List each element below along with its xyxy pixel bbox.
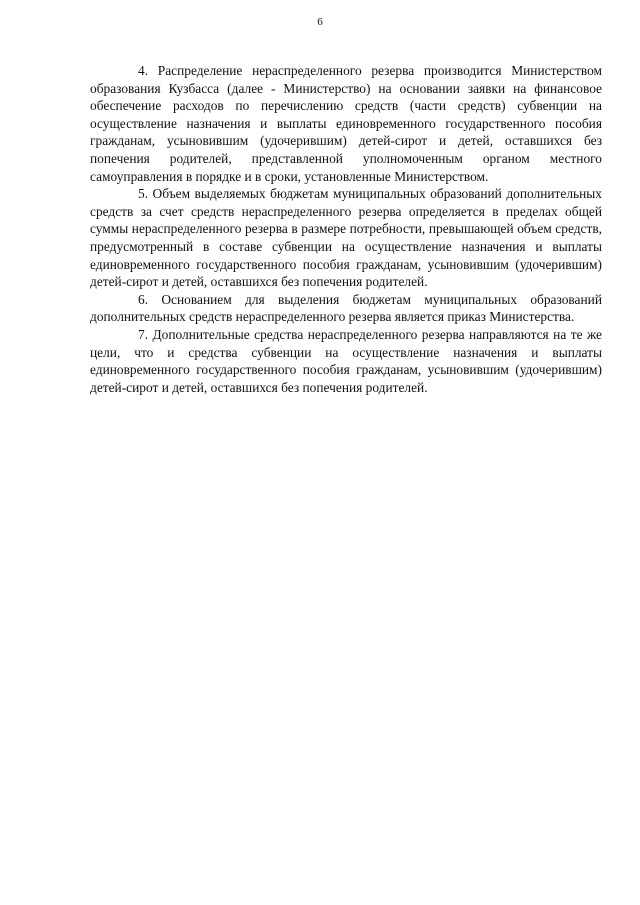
page-number: 6 <box>317 16 323 28</box>
paragraph-5: 5. Объем выделяемых бюджетам муниципальных образований дополнительных средств за счет средств нераспределенного резерва определяется в пределах общей суммы нераспределенного резерва в размере потребности, превышающей объем средств, предусмотренный в составе субвенции на осуществление назначения и выплаты единовременного государственного пособия гражданам, усыновившим (удочерившим) детей-сирот и детей, оставшихся без попечения родителей. <box>90 186 602 290</box>
paragraph-4: 4. Распределение нераспределенного резерва производится Министерством образования Кузбасса (далее - Министерство) на основании заявки на финансовое обеспечение расходов по перечислению средств (части средств) субвенции на осуществление назначения и выплаты единовременного государственного пособия гражданам, усыновившим (удочерившим) детей-сирот и детей, оставшихся без попечения родителей, представленной уполномоченным органом местного самоуправления в порядке и в сроки, установленные Министерством. <box>90 63 602 184</box>
paragraph-7: 7. Дополнительные средства нераспределенного резерва направляются на те же цели, что и средства субвенции на осуществление назначения и выплаты единовременного государственного пособия гражданам, усыновившим (удочерившим) детей-сирот и детей, оставшихся без попечения родителей. <box>90 326 602 395</box>
paragraph-6: 6. Основанием для выделения бюджетам муниципальных образований дополнительных средств нераспределенного резерва является приказ Министерства. <box>90 291 602 325</box>
document-body <box>90 62 602 396</box>
